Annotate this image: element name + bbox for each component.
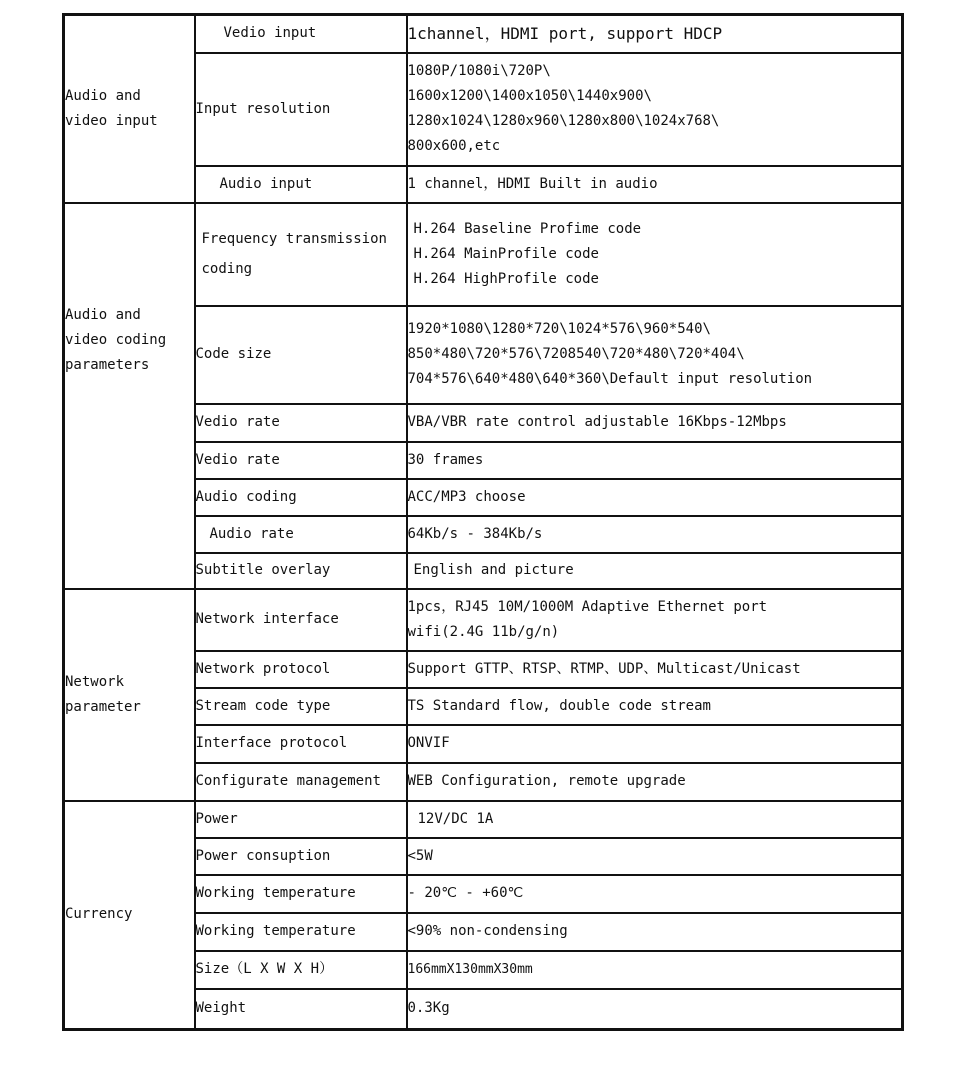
- value-cell: English and picture: [407, 553, 903, 589]
- value-cell: 1 channel，HDMI Built in audio: [407, 166, 903, 203]
- param-cell: Size（L X W X H）: [195, 951, 407, 989]
- param-cell: Input resolution: [195, 53, 407, 166]
- value-cell: ACC/MP3 choose: [407, 479, 903, 516]
- param-cell: Stream code type: [195, 688, 407, 725]
- value-cell: 1pcs，RJ45 10M/1000M Adaptive Ethernet port wifi(2.4G 11b/g/n): [407, 589, 903, 651]
- param-cell: Weight: [195, 989, 407, 1030]
- table-row: [64, 203, 903, 306]
- group-label-currency: Currency: [64, 801, 195, 1030]
- group-label-coding-parameters: Audio and video coding parameters: [64, 203, 195, 589]
- param-cell: Subtitle overlay: [195, 553, 407, 589]
- param-cell: Working temperature: [195, 875, 407, 913]
- value-cell: WEB Configuration, remote upgrade: [407, 763, 903, 801]
- value-cell: 1920*1080\1280*720\1024*576\960*540\ 850*480\720*576\7208540\720*480\720*404\ 704*576\640*480\640*360\Default input resolution: [407, 306, 903, 404]
- value-cell: 1channel，HDMI port, support HDCP: [407, 15, 903, 53]
- value-cell: <90% non-condensing: [407, 913, 903, 951]
- value-cell: VBA/VBR rate control adjustable 16Kbps-12Mbps: [407, 404, 903, 442]
- param-cell: Network protocol: [195, 651, 407, 688]
- param-cell: Interface protocol: [195, 725, 407, 763]
- value-cell: 30 frames: [407, 442, 903, 479]
- param-cell: Vedio rate: [195, 404, 407, 442]
- param-cell: Audio input: [195, 166, 407, 203]
- value-cell: 166mmX130mmX30mm: [407, 951, 903, 989]
- group-label-audio-video-input: Audio and video input: [64, 15, 195, 203]
- value-cell: <5W: [407, 838, 903, 875]
- param-cell: Code size: [195, 306, 407, 404]
- value-cell: TS Standard flow, double code stream: [407, 688, 903, 725]
- value-cell: 1080P/1080i\720P\ 1600x1200\1400x1050\1440x900\ 1280x1024\1280x960\1280x800\1024x768\ 800x600,etc: [407, 53, 903, 166]
- param-cell: Configurate management: [195, 763, 407, 801]
- value-cell: Support GTTP、RTSP、RTMP、UDP、Multicast/Unicast: [407, 651, 903, 688]
- value-cell: H.264 Baseline Profime code H.264 MainProfile code H.264 HighProfile code: [407, 203, 903, 306]
- param-cell: Vedio input: [195, 15, 407, 53]
- group-label-network-parameter: Network parameter: [64, 589, 195, 801]
- value-cell: - 20℃ - +60℃: [407, 875, 903, 913]
- param-cell: Network interface: [195, 589, 407, 651]
- value-cell: ONVIF: [407, 725, 903, 763]
- value-cell: 64Kb/s - 384Kb/s: [407, 516, 903, 553]
- value-cell: 0.3Kg: [407, 989, 903, 1030]
- table-row: [64, 801, 903, 838]
- table-row: [64, 589, 903, 651]
- param-cell: Vedio rate: [195, 442, 407, 479]
- param-cell: Audio coding: [195, 479, 407, 516]
- param-cell: Power consuption: [195, 838, 407, 875]
- param-cell: Working temperature: [195, 913, 407, 951]
- table-row: [64, 15, 903, 53]
- value-cell: 12V/DC 1A: [407, 801, 903, 838]
- param-cell: Frequency transmission coding: [195, 203, 407, 306]
- specification-table: [62, 13, 904, 1031]
- param-cell: Power: [195, 801, 407, 838]
- param-cell: Audio rate: [195, 516, 407, 553]
